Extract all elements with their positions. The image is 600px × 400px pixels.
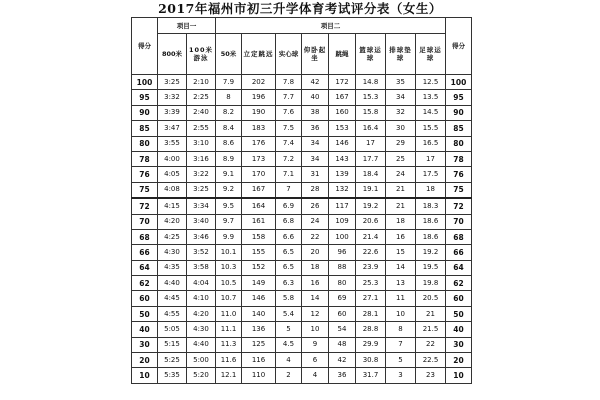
- cell-situps: 34: [302, 136, 329, 151]
- table-row: [132, 90, 472, 105]
- cell-jump-rope: 146: [329, 136, 356, 151]
- cell-standing-long-jump: 155: [242, 245, 276, 260]
- cell-score-right: 75: [446, 182, 472, 198]
- cell-basketball-dribble: 28.1: [356, 306, 386, 321]
- cell-jump-rope: 117: [329, 198, 356, 214]
- cell-jump-rope: 143: [329, 151, 356, 166]
- cell-jump-rope: 167: [329, 90, 356, 105]
- cell-football-dribble: 13.5: [416, 90, 446, 105]
- cell-50m-sprint: 11.3: [216, 337, 242, 352]
- cell-football-dribble: 19.5: [416, 260, 446, 275]
- cell-50m-sprint: 10.7: [216, 291, 242, 306]
- cell-score: 85: [132, 121, 158, 136]
- cell-score-right: 78: [446, 151, 472, 166]
- cell-solid-ball: 6.8: [276, 214, 302, 229]
- cell-solid-ball: 7.5: [276, 121, 302, 136]
- cell-solid-ball: 6.3: [276, 276, 302, 291]
- cell-situps: 24: [302, 214, 329, 229]
- cell-800m-run: 4:45: [158, 291, 187, 306]
- cell-score: 30: [132, 337, 158, 352]
- cell-800m-run: 3:55: [158, 136, 187, 151]
- cell-volleyball-pass: 15: [386, 245, 416, 260]
- cell-football-dribble: 22.5: [416, 353, 446, 368]
- cell-50m-sprint: 11.1: [216, 322, 242, 337]
- cell-50m-sprint: 9.7: [216, 214, 242, 229]
- score-table: [131, 17, 472, 384]
- cell-800m-run: 4:40: [158, 276, 187, 291]
- cell-standing-long-jump: 202: [242, 75, 276, 90]
- cell-basketball-dribble: 19.1: [356, 182, 386, 198]
- cell-volleyball-pass: 13: [386, 276, 416, 291]
- cell-score-right: 66: [446, 245, 472, 260]
- cell-solid-ball: 4: [276, 353, 302, 368]
- cell-football-dribble: 12.5: [416, 75, 446, 90]
- cell-800m-run: 5:25: [158, 353, 187, 368]
- cell-800m-run: 4:30: [158, 245, 187, 260]
- cell-situps: 26: [302, 198, 329, 214]
- cell-score: 60: [132, 291, 158, 306]
- cell-football-dribble: 21.5: [416, 322, 446, 337]
- cell-basketball-dribble: 17.7: [356, 151, 386, 166]
- header-basketball-dribble: 篮球运球: [356, 34, 386, 75]
- cell-jump-rope: 60: [329, 306, 356, 321]
- cell-score-right: 50: [446, 306, 472, 321]
- cell-score: 78: [132, 151, 158, 166]
- cell-standing-long-jump: 116: [242, 353, 276, 368]
- header-volleyball-pass: 排球垫球: [386, 34, 416, 75]
- table-row: [132, 198, 472, 214]
- cell-basketball-dribble: 31.7: [356, 368, 386, 383]
- cell-jump-rope: 80: [329, 276, 356, 291]
- cell-solid-ball: 7.8: [276, 75, 302, 90]
- cell-volleyball-pass: 21: [386, 198, 416, 214]
- cell-100m-swim: 3:22: [187, 167, 216, 182]
- cell-jump-rope: 88: [329, 260, 356, 275]
- cell-solid-ball: 7.7: [276, 90, 302, 105]
- cell-jump-rope: 36: [329, 368, 356, 383]
- cell-volleyball-pass: 14: [386, 260, 416, 275]
- cell-standing-long-jump: 196: [242, 90, 276, 105]
- cell-800m-run: 4:05: [158, 167, 187, 182]
- cell-score-right: 60: [446, 291, 472, 306]
- table-row: [132, 136, 472, 151]
- cell-situps: 28: [302, 182, 329, 198]
- cell-50m-sprint: 12.1: [216, 368, 242, 383]
- cell-100m-swim: 3:40: [187, 214, 216, 229]
- cell-50m-sprint: 8.2: [216, 105, 242, 120]
- cell-volleyball-pass: 34: [386, 90, 416, 105]
- cell-standing-long-jump: 158: [242, 229, 276, 244]
- cell-solid-ball: 2: [276, 368, 302, 383]
- cell-situps: 31: [302, 167, 329, 182]
- table-row: [132, 229, 472, 244]
- table-row: [132, 151, 472, 166]
- cell-800m-run: 5:05: [158, 322, 187, 337]
- cell-solid-ball: 4.5: [276, 337, 302, 352]
- cell-800m-run: 4:00: [158, 151, 187, 166]
- cell-score-right: 80: [446, 136, 472, 151]
- cell-jump-rope: 69: [329, 291, 356, 306]
- cell-situps: 10: [302, 322, 329, 337]
- cell-football-dribble: 18.6: [416, 229, 446, 244]
- cell-100m-swim: 4:10: [187, 291, 216, 306]
- cell-50m-sprint: 9.2: [216, 182, 242, 198]
- cell-solid-ball: 6.5: [276, 245, 302, 260]
- cell-800m-run: 4:35: [158, 260, 187, 275]
- cell-football-dribble: 17.5: [416, 167, 446, 182]
- cell-score: 68: [132, 229, 158, 244]
- cell-basketball-dribble: 29.9: [356, 337, 386, 352]
- cell-standing-long-jump: 170: [242, 167, 276, 182]
- cell-situps: 6: [302, 353, 329, 368]
- table-row: [132, 167, 472, 182]
- cell-jump-rope: 96: [329, 245, 356, 260]
- cell-solid-ball: 5.4: [276, 306, 302, 321]
- cell-basketball-dribble: 22.6: [356, 245, 386, 260]
- cell-volleyball-pass: 30: [386, 121, 416, 136]
- cell-football-dribble: 19.2: [416, 245, 446, 260]
- cell-situps: 42: [302, 75, 329, 90]
- cell-solid-ball: 7.4: [276, 136, 302, 151]
- cell-situps: 22: [302, 229, 329, 244]
- cell-jump-rope: 139: [329, 167, 356, 182]
- cell-100m-swim: 3:46: [187, 229, 216, 244]
- cell-volleyball-pass: 25: [386, 151, 416, 166]
- cell-basketball-dribble: 16.4: [356, 121, 386, 136]
- cell-score: 66: [132, 245, 158, 260]
- cell-basketball-dribble: 18.4: [356, 167, 386, 182]
- header-football-dribble: 足球运球: [416, 34, 446, 75]
- cell-score: 80: [132, 136, 158, 151]
- cell-basketball-dribble: 25.3: [356, 276, 386, 291]
- cell-100m-swim: 4:30: [187, 322, 216, 337]
- header-score-right: 得分: [446, 18, 472, 75]
- header-group-one: 项目一: [158, 18, 216, 34]
- cell-score-right: 70: [446, 214, 472, 229]
- cell-100m-swim: 5:20: [187, 368, 216, 383]
- cell-solid-ball: 7.6: [276, 105, 302, 120]
- cell-football-dribble: 18: [416, 182, 446, 198]
- cell-score: 70: [132, 214, 158, 229]
- cell-50m-sprint: 9.5: [216, 198, 242, 214]
- cell-solid-ball: 7.2: [276, 151, 302, 166]
- cell-800m-run: 4:20: [158, 214, 187, 229]
- cell-jump-rope: 109: [329, 214, 356, 229]
- cell-score-right: 72: [446, 198, 472, 214]
- cell-situps: 14: [302, 291, 329, 306]
- header-situps: 仰卧起坐: [302, 34, 329, 75]
- cell-50m-sprint: 8.6: [216, 136, 242, 151]
- cell-800m-run: 4:15: [158, 198, 187, 214]
- cell-jump-rope: 160: [329, 105, 356, 120]
- cell-score: 10: [132, 368, 158, 383]
- cell-standing-long-jump: 140: [242, 306, 276, 321]
- cell-50m-sprint: 11.6: [216, 353, 242, 368]
- header-row-groups: [132, 18, 472, 34]
- cell-standing-long-jump: 110: [242, 368, 276, 383]
- cell-basketball-dribble: 30.8: [356, 353, 386, 368]
- cell-volleyball-pass: 32: [386, 105, 416, 120]
- cell-football-dribble: 23: [416, 368, 446, 383]
- header-row-events: [132, 34, 472, 75]
- cell-100m-swim: 3:25: [187, 182, 216, 198]
- cell-score-right: 76: [446, 167, 472, 182]
- cell-score: 62: [132, 276, 158, 291]
- cell-solid-ball: 7: [276, 182, 302, 198]
- cell-score: 50: [132, 306, 158, 321]
- cell-standing-long-jump: 149: [242, 276, 276, 291]
- cell-standing-long-jump: 167: [242, 182, 276, 198]
- cell-score-right: 85: [446, 121, 472, 136]
- cell-situps: 34: [302, 151, 329, 166]
- cell-50m-sprint: 9.9: [216, 229, 242, 244]
- cell-football-dribble: 18.3: [416, 198, 446, 214]
- cell-score: 20: [132, 353, 158, 368]
- cell-football-dribble: 21: [416, 306, 446, 321]
- cell-100m-swim: 3:58: [187, 260, 216, 275]
- cell-basketball-dribble: 20.6: [356, 214, 386, 229]
- cell-800m-run: 4:08: [158, 182, 187, 198]
- page-title: 2017年福州市初三升学体育考试评分表（女生）: [158, 1, 442, 16]
- cell-50m-sprint: 8: [216, 90, 242, 105]
- cell-standing-long-jump: 136: [242, 322, 276, 337]
- cell-score: 72: [132, 198, 158, 214]
- cell-situps: 40: [302, 90, 329, 105]
- cell-football-dribble: 16.5: [416, 136, 446, 151]
- cell-football-dribble: 15.5: [416, 121, 446, 136]
- cell-50m-sprint: 8.9: [216, 151, 242, 166]
- cell-score: 40: [132, 322, 158, 337]
- cell-solid-ball: 6.5: [276, 260, 302, 275]
- cell-jump-rope: 132: [329, 182, 356, 198]
- cell-situps: 16: [302, 276, 329, 291]
- cell-50m-sprint: 11.0: [216, 306, 242, 321]
- cell-score: 100: [132, 75, 158, 90]
- cell-volleyball-pass: 16: [386, 229, 416, 244]
- cell-basketball-dribble: 17: [356, 136, 386, 151]
- cell-situps: 20: [302, 245, 329, 260]
- cell-100m-swim: 2:10: [187, 75, 216, 90]
- cell-basketball-dribble: 21.4: [356, 229, 386, 244]
- header-50m-sprint: 50米: [216, 34, 242, 75]
- table-row: [132, 182, 472, 198]
- cell-score-right: 100: [446, 75, 472, 90]
- cell-football-dribble: 20.5: [416, 291, 446, 306]
- cell-situps: 12: [302, 306, 329, 321]
- cell-jump-rope: 42: [329, 353, 356, 368]
- cell-800m-run: 5:35: [158, 368, 187, 383]
- cell-score-right: 90: [446, 105, 472, 120]
- cell-jump-rope: 54: [329, 322, 356, 337]
- cell-score-right: 10: [446, 368, 472, 383]
- header-group-two: 项目二: [216, 18, 446, 34]
- cell-100m-swim: 2:40: [187, 105, 216, 120]
- cell-jump-rope: 100: [329, 229, 356, 244]
- table-row: [132, 75, 472, 90]
- table-row: [132, 368, 472, 383]
- cell-basketball-dribble: 27.1: [356, 291, 386, 306]
- cell-situps: 38: [302, 105, 329, 120]
- cell-100m-swim: 5:00: [187, 353, 216, 368]
- cell-standing-long-jump: 164: [242, 198, 276, 214]
- header-jump-rope: 跳绳: [329, 34, 356, 75]
- cell-score-right: 68: [446, 229, 472, 244]
- cell-basketball-dribble: 15.8: [356, 105, 386, 120]
- cell-solid-ball: 5: [276, 322, 302, 337]
- cell-score: 75: [132, 182, 158, 198]
- cell-volleyball-pass: 10: [386, 306, 416, 321]
- cell-50m-sprint: 10.3: [216, 260, 242, 275]
- cell-50m-sprint: 8.4: [216, 121, 242, 136]
- cell-volleyball-pass: 8: [386, 322, 416, 337]
- cell-score: 76: [132, 167, 158, 182]
- cell-basketball-dribble: 23.9: [356, 260, 386, 275]
- header-800m-run: 800米: [158, 34, 187, 75]
- cell-jump-rope: 172: [329, 75, 356, 90]
- table-row: [132, 291, 472, 306]
- cell-volleyball-pass: 7: [386, 337, 416, 352]
- cell-standing-long-jump: 190: [242, 105, 276, 120]
- header-standing-long-jump: 立定跳远: [242, 34, 276, 75]
- cell-volleyball-pass: 5: [386, 353, 416, 368]
- cell-volleyball-pass: 18: [386, 214, 416, 229]
- cell-50m-sprint: 7.9: [216, 75, 242, 90]
- cell-standing-long-jump: 173: [242, 151, 276, 166]
- cell-football-dribble: 18.6: [416, 214, 446, 229]
- cell-50m-sprint: 10.1: [216, 245, 242, 260]
- cell-800m-run: 3:39: [158, 105, 187, 120]
- cell-100m-swim: 4:20: [187, 306, 216, 321]
- cell-football-dribble: 17: [416, 151, 446, 166]
- table-row: [132, 276, 472, 291]
- cell-football-dribble: 22: [416, 337, 446, 352]
- cell-100m-swim: 4:04: [187, 276, 216, 291]
- cell-standing-long-jump: 152: [242, 260, 276, 275]
- table-row: [132, 214, 472, 229]
- table-row: [132, 105, 472, 120]
- cell-jump-rope: 153: [329, 121, 356, 136]
- cell-100m-swim: 2:55: [187, 121, 216, 136]
- cell-score-right: 95: [446, 90, 472, 105]
- cell-solid-ball: 5.8: [276, 291, 302, 306]
- table-row: [132, 337, 472, 352]
- cell-800m-run: 3:47: [158, 121, 187, 136]
- cell-100m-swim: 3:52: [187, 245, 216, 260]
- cell-800m-run: 4:55: [158, 306, 187, 321]
- cell-800m-run: 4:25: [158, 229, 187, 244]
- cell-solid-ball: 7.1: [276, 167, 302, 182]
- cell-volleyball-pass: 35: [386, 75, 416, 90]
- table-row: [132, 353, 472, 368]
- cell-basketball-dribble: 28.8: [356, 322, 386, 337]
- cell-800m-run: 3:25: [158, 75, 187, 90]
- cell-football-dribble: 19.8: [416, 276, 446, 291]
- cell-basketball-dribble: 19.2: [356, 198, 386, 214]
- cell-800m-run: 3:32: [158, 90, 187, 105]
- cell-100m-swim: 3:34: [187, 198, 216, 214]
- table-row: [132, 121, 472, 136]
- cell-50m-sprint: 10.5: [216, 276, 242, 291]
- header-solid-ball: 实心球: [276, 34, 302, 75]
- cell-standing-long-jump: 183: [242, 121, 276, 136]
- cell-standing-long-jump: 176: [242, 136, 276, 151]
- table-row: [132, 260, 472, 275]
- header-100m-swim: 100米游泳: [187, 34, 216, 75]
- cell-situps: 4: [302, 368, 329, 383]
- cell-volleyball-pass: 24: [386, 167, 416, 182]
- table-row: [132, 306, 472, 321]
- table-row: [132, 322, 472, 337]
- cell-score-right: 30: [446, 337, 472, 352]
- cell-standing-long-jump: 125: [242, 337, 276, 352]
- header-score-left: 得分: [132, 18, 158, 75]
- cell-standing-long-jump: 146: [242, 291, 276, 306]
- score-table-body: [132, 75, 472, 384]
- cell-basketball-dribble: 15.3: [356, 90, 386, 105]
- cell-score: 95: [132, 90, 158, 105]
- cell-volleyball-pass: 3: [386, 368, 416, 383]
- cell-100m-swim: 3:16: [187, 151, 216, 166]
- cell-situps: 36: [302, 121, 329, 136]
- cell-50m-sprint: 9.1: [216, 167, 242, 182]
- cell-score-right: 62: [446, 276, 472, 291]
- cell-situps: 18: [302, 260, 329, 275]
- cell-score: 64: [132, 260, 158, 275]
- cell-volleyball-pass: 11: [386, 291, 416, 306]
- cell-100m-swim: 2:25: [187, 90, 216, 105]
- cell-score: 90: [132, 105, 158, 120]
- cell-score-right: 64: [446, 260, 472, 275]
- cell-volleyball-pass: 21: [386, 182, 416, 198]
- cell-100m-swim: 3:10: [187, 136, 216, 151]
- cell-100m-swim: 4:40: [187, 337, 216, 352]
- cell-football-dribble: 14.5: [416, 105, 446, 120]
- cell-score-right: 40: [446, 322, 472, 337]
- cell-score-right: 20: [446, 353, 472, 368]
- cell-800m-run: 5:15: [158, 337, 187, 352]
- cell-standing-long-jump: 161: [242, 214, 276, 229]
- cell-situps: 9: [302, 337, 329, 352]
- cell-volleyball-pass: 29: [386, 136, 416, 151]
- cell-solid-ball: 6.6: [276, 229, 302, 244]
- cell-basketball-dribble: 14.8: [356, 75, 386, 90]
- cell-solid-ball: 6.9: [276, 198, 302, 214]
- cell-jump-rope: 48: [329, 337, 356, 352]
- table-row: [132, 245, 472, 260]
